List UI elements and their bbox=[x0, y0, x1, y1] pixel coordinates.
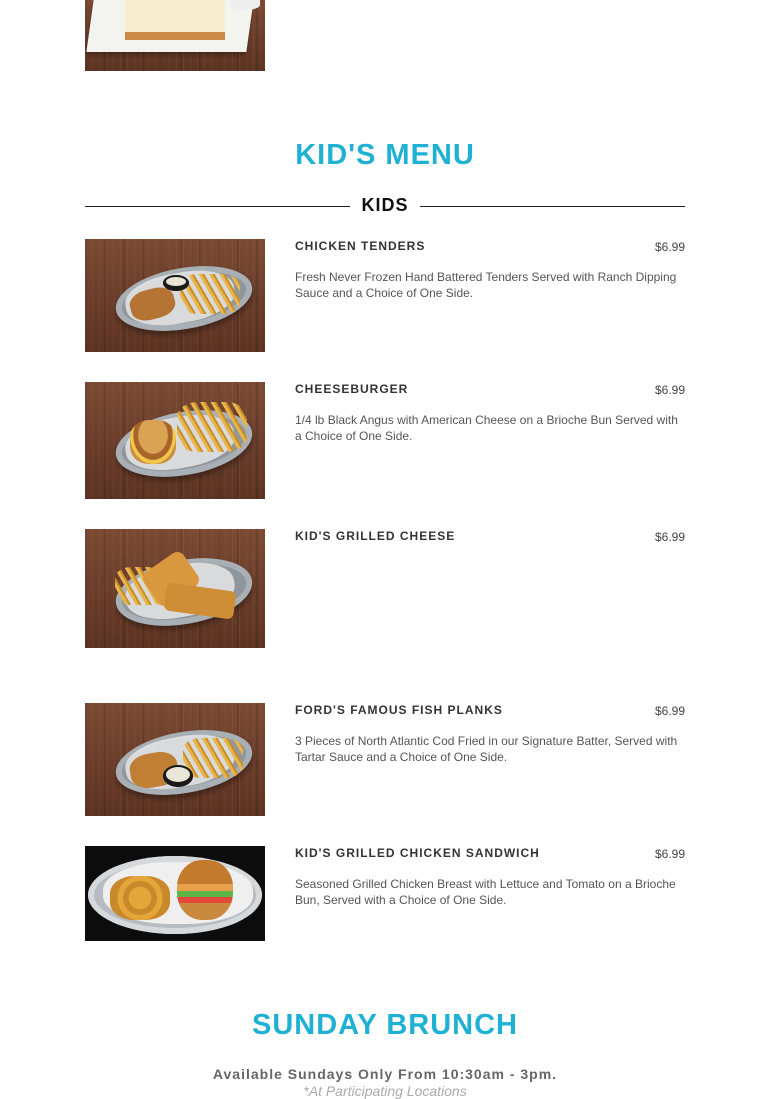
item-price-grilled-cheese: $6.99 bbox=[654, 530, 685, 544]
item-name-grilled-cheese: KID'S GRILLED CHEESE bbox=[295, 529, 456, 543]
item-desc-chicken-sandwich: Seasoned Grilled Chicken Breast with Lettuce and Tomato on a Brioche Bun, Served with a Choice of One Side. bbox=[295, 877, 676, 907]
item-name-cheeseburger: CHEESEBURGER bbox=[295, 382, 409, 396]
item-desc-chicken-tenders: Fresh Never Frozen Hand Battered Tenders Served with Ranch Dipping Sauce and a Choice of One Side. bbox=[295, 270, 677, 300]
kids-menu-title: KID'S MENU bbox=[295, 139, 475, 171]
item-price-chicken-sandwich: $6.99 bbox=[654, 847, 685, 861]
item-name-chicken-sandwich: KID'S GRILLED CHICKEN SANDWICH bbox=[295, 846, 540, 860]
chicken-tenders-photo bbox=[85, 239, 265, 352]
item-desc-fish-planks: 3 Pieces of North Atlantic Cod Fried in our Signature Batter, Served with Tartar Sauce and a Choice of One Side. bbox=[295, 734, 678, 764]
item-name-chicken-tenders: CHICKEN TENDERS bbox=[295, 239, 426, 253]
item-name-fish-planks: FORD'S FAMOUS FISH PLANKS bbox=[295, 703, 503, 717]
cheeseburger-photo bbox=[85, 382, 265, 499]
item-price-fish-planks: $6.99 bbox=[654, 704, 685, 718]
item-desc-cheeseburger: 1/4 lb Black Angus with American Cheese on a Brioche Bun Served with a Choice of One Side. bbox=[295, 413, 678, 443]
divider-right bbox=[420, 206, 685, 207]
chicken-sandwich-photo bbox=[85, 846, 265, 941]
brunch-note: *At Participating Locations bbox=[303, 1083, 467, 1099]
grilled-cheese-photo bbox=[85, 529, 265, 648]
kids-subtitle: KIDS bbox=[361, 195, 409, 215]
item-price-cheeseburger: $6.99 bbox=[654, 383, 685, 397]
item-price-chicken-tenders: $6.99 bbox=[654, 240, 685, 254]
cheesecake-photo bbox=[85, 0, 265, 71]
sunday-brunch-title: SUNDAY BRUNCH bbox=[252, 1009, 518, 1041]
brunch-availability: Available Sundays Only From 10:30am - 3pm. bbox=[212, 1066, 558, 1082]
fish-planks-photo bbox=[85, 703, 265, 816]
